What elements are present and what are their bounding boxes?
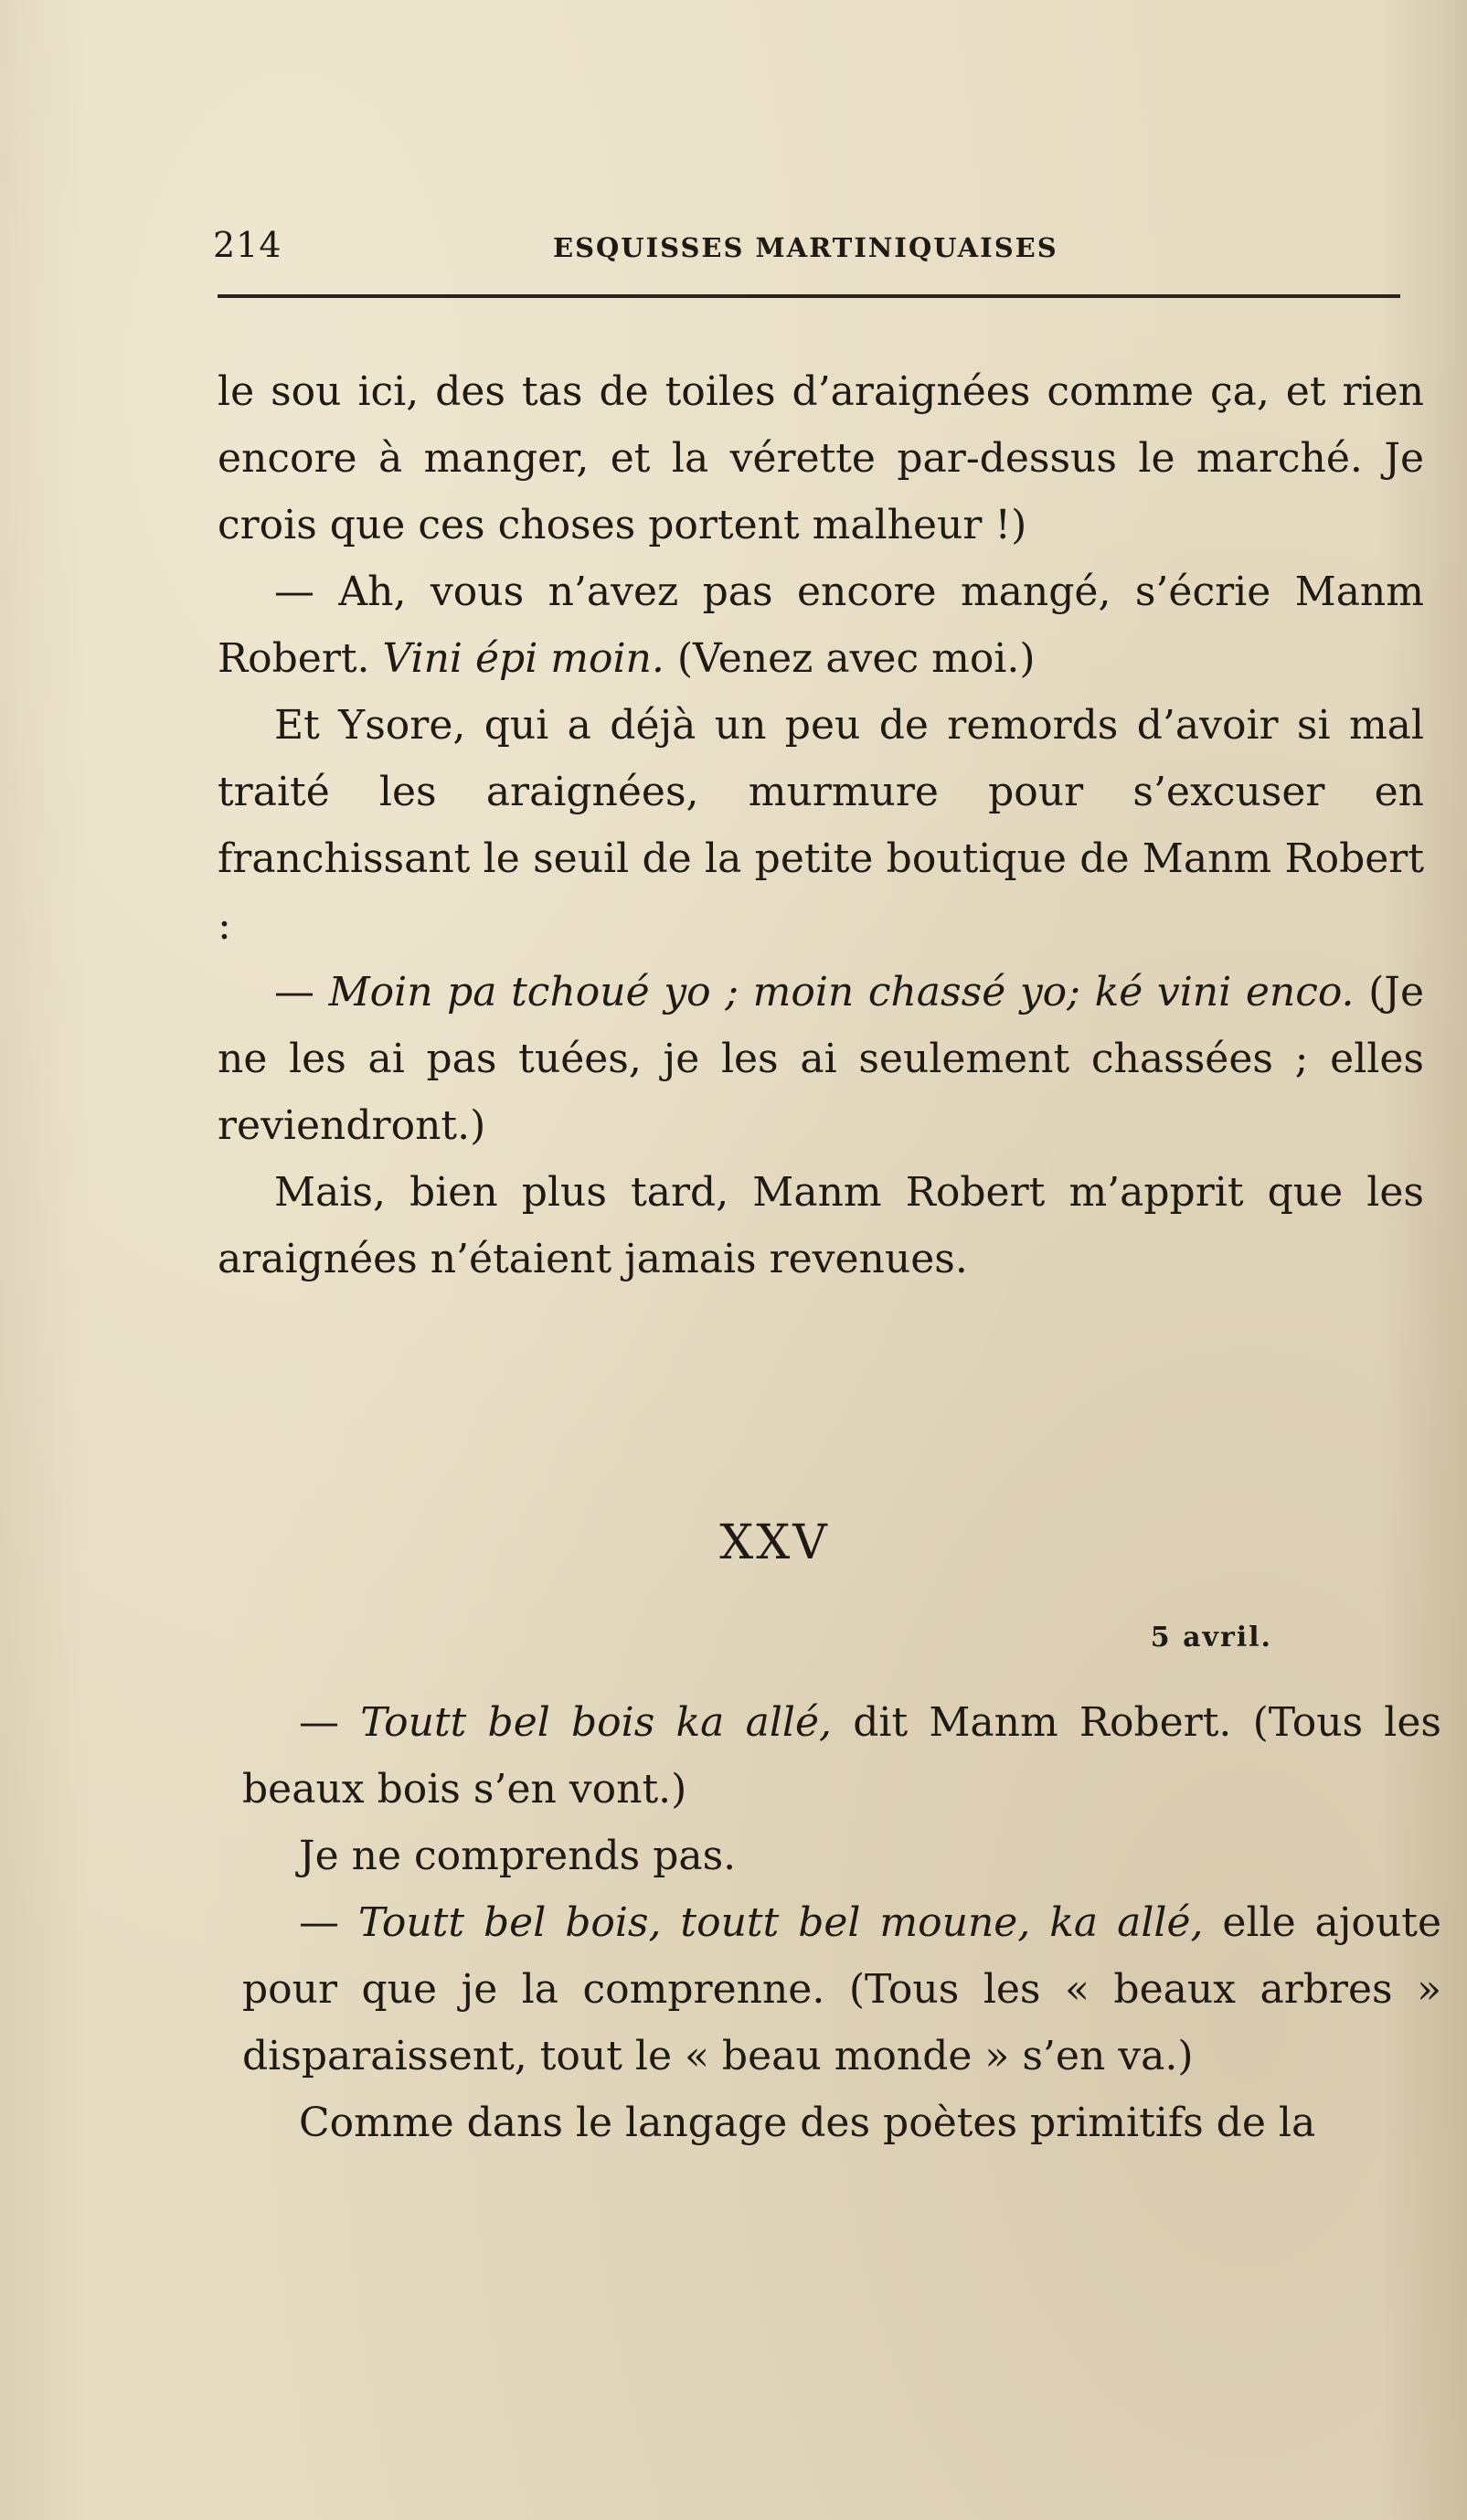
dash: — [299,1699,361,1746]
chapter-heading: XXV [719,1515,830,1570]
paragraph [242,1823,1441,1889]
paragraph-text: elle ajoute pour que je la comprenne. (Tous les « beaux arbres » disparaissent, tout le « beau monde » s’en va.) [242,1899,1441,2079]
paragraph-text: le sou ici, des tas de toiles d’araignées comme ça, et rien encore à manger, et la vérette par-dessus le marché. Je crois que ces choses portent malheur !) [218,368,1424,548]
paragraph-text: Comme dans le langage des poètes primitifs de la [299,2100,1316,2146]
header-rule [218,294,1400,298]
paragraph-text: — Ah, vous n’avez pas encore mangé, s’écrie Manm Robert. [218,569,1424,682]
paragraph [218,959,1424,1159]
paragraph-text: (Venez avec moi.) [664,635,1036,682]
paragraph-text: Et Ysore, qui a déjà un peu de remords d’avoir si mal traité les araignées, murmure pour s’excuser en franchissant le seuil de la petite boutique de Manm Robert : [218,702,1424,949]
paragraph-text: Mais, bien plus tard, Manm Robert m’apprit que les araignées n’étaient jamais revenues. [218,1169,1424,1282]
paragraph-text: Je ne comprends pas. [299,1833,737,1879]
text-section-2 [242,1689,1441,2156]
paragraph [218,358,1424,558]
paragraph-text: (Je ne les ai pas tuées, je les ai seulement chassées ; elles reviendront.) [218,969,1424,1149]
paragraph [218,1159,1424,1292]
dash: — [299,1899,358,1946]
dash: — [274,969,329,1015]
paragraph [242,1889,1441,2089]
paragraph [218,558,1424,692]
creole-phrase: Moin pa tchoué yo ; moin chassé yo; ké vini enco. [328,969,1355,1015]
paragraph-text: dit Manm Robert. (Tous les beaux bois s’en vont.) [242,1699,1441,1813]
paragraph [218,692,1424,959]
paragraph [242,1689,1441,1823]
page-number: 214 [213,225,282,265]
creole-phrase: Toutt bel bois ka allé, [360,1699,833,1746]
running-head [213,225,1401,280]
paragraph [242,2089,1441,2156]
creole-phrase: Toutt bel bois, toutt bel moune, ka allé, [357,1899,1204,1946]
running-title: ESQUISSES MARTINIQUAISES [553,232,1058,263]
entry-date: 5 avril. [1150,1622,1272,1653]
text-section-1 [218,358,1424,1292]
creole-phrase: Vini épi moin. [382,635,664,682]
